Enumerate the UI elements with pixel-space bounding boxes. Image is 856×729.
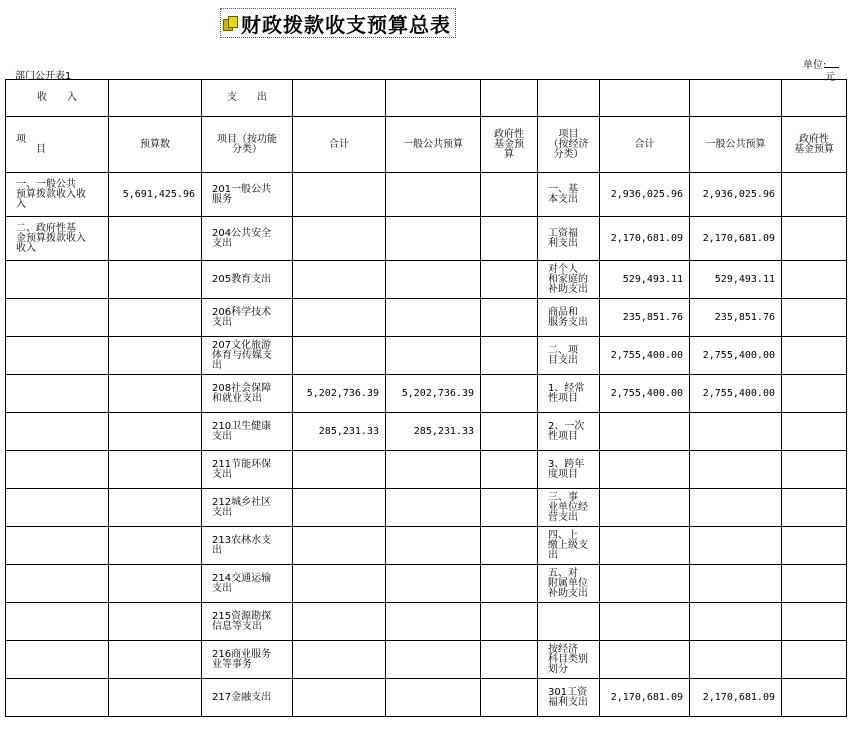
table-row <box>6 299 847 337</box>
header-row-2 <box>6 117 847 173</box>
econ-fund-cell <box>782 603 847 641</box>
func-total-cell <box>293 679 386 717</box>
func-fund-cell <box>481 489 538 527</box>
econ-item-cell: 2、一次 性项目 <box>538 413 600 451</box>
econ-item-cell: 工资福 利支出 <box>538 217 600 261</box>
unit-value: 元 <box>825 72 835 83</box>
econ-general-cell: 2,755,400.00 <box>690 337 782 375</box>
table-row <box>6 173 847 217</box>
table-row <box>6 337 847 375</box>
econ-total-cell <box>600 451 690 489</box>
func-item-cell: 214交通运输 支出 <box>202 565 293 603</box>
income-item-cell: 一、一般公共 预算拨款收入收 入 <box>6 173 109 217</box>
func-item-cell: 201一般公共 服务 <box>202 173 293 217</box>
econ-general-cell: 529,493.11 <box>690 261 782 299</box>
func-general-cell <box>386 173 481 217</box>
econ-fund-cell <box>782 451 847 489</box>
header-empty <box>600 80 690 117</box>
econ-general-cell <box>690 527 782 565</box>
func-fund-cell <box>481 527 538 565</box>
table-row <box>6 679 847 717</box>
income-amount-cell <box>109 565 202 603</box>
econ-general-cell <box>690 641 782 679</box>
income-item-cell <box>6 299 109 337</box>
func-item-cell: 207文化旅游 体育与传媒支 出 <box>202 337 293 375</box>
econ-general-cell <box>690 413 782 451</box>
econ-item-cell: 商品和 服务支出 <box>538 299 600 337</box>
income-item-cell <box>6 527 109 565</box>
econ-item-cell: 三、事 业单位经 营支出 <box>538 489 600 527</box>
func-fund-cell <box>481 603 538 641</box>
income-item-cell <box>6 489 109 527</box>
func-fund-cell <box>481 679 538 717</box>
econ-general-cell: 2,755,400.00 <box>690 375 782 413</box>
econ-item-cell <box>538 603 600 641</box>
func-total-cell <box>293 451 386 489</box>
econ-total-cell: 2,170,681.09 <box>600 679 690 717</box>
income-item-cell <box>6 261 109 299</box>
econ-general-cell <box>690 565 782 603</box>
econ-fund-cell <box>782 173 847 217</box>
func-item-cell: 206科学技术 支出 <box>202 299 293 337</box>
econ-general-cell: 2,170,681.09 <box>690 217 782 261</box>
header-empty <box>782 80 847 117</box>
econ-total-cell: 2,936,025.96 <box>600 173 690 217</box>
table-row <box>6 451 847 489</box>
budget-table <box>5 79 847 717</box>
econ-general-cell <box>690 451 782 489</box>
econ-item-cell: 二、项 目支出 <box>538 337 600 375</box>
func-fund-cell <box>481 261 538 299</box>
table-row <box>6 413 847 451</box>
econ-general-cell <box>690 603 782 641</box>
econ-total-cell <box>600 489 690 527</box>
income-amount-cell <box>109 451 202 489</box>
func-general-cell <box>386 217 481 261</box>
econ-fund-cell <box>782 261 847 299</box>
econ-item-cell: 3、跨年 度项目 <box>538 451 600 489</box>
func-fund-cell <box>481 217 538 261</box>
econ-total-cell: 529,493.11 <box>600 261 690 299</box>
func-general-cell: 285,231.33 <box>386 413 481 451</box>
income-item-cell: 二、政府性基 金预算拨款收入 收入 <box>6 217 109 261</box>
func-total-cell <box>293 299 386 337</box>
econ-total-cell: 2,755,400.00 <box>600 337 690 375</box>
func-item-cell: 216商业服务 业等事务 <box>202 641 293 679</box>
header-empty <box>293 80 386 117</box>
col-header-gov-fund: 政府性 基金预 算 <box>481 117 538 173</box>
table-row <box>6 565 847 603</box>
econ-general-cell: 2,170,681.09 <box>690 679 782 717</box>
econ-item-cell: 按经济 科目类别 划分 <box>538 641 600 679</box>
income-amount-cell: 5,691,425.96 <box>109 173 202 217</box>
col-header-gov-fund-2: 政府性 基金预算 <box>782 117 847 173</box>
income-amount-cell <box>109 299 202 337</box>
title-box <box>220 8 456 38</box>
econ-item-cell: 对个人 和家庭的 补助支出 <box>538 261 600 299</box>
func-item-cell: 204公共安全 支出 <box>202 217 293 261</box>
income-amount-cell <box>109 527 202 565</box>
func-total-cell <box>293 527 386 565</box>
func-fund-cell <box>481 565 538 603</box>
econ-fund-cell <box>782 565 847 603</box>
document-icon <box>223 16 237 30</box>
income-header: 收 入 <box>6 80 109 117</box>
income-amount-cell <box>109 679 202 717</box>
func-item-cell: 211节能环保 支出 <box>202 451 293 489</box>
econ-item-cell: 一、基 本支出 <box>538 173 600 217</box>
header-empty <box>386 80 481 117</box>
func-total-cell <box>293 641 386 679</box>
income-item-cell <box>6 413 109 451</box>
func-fund-cell <box>481 173 538 217</box>
func-fund-cell <box>481 451 538 489</box>
econ-item-cell: 五、对 附属单位 补助支出 <box>538 565 600 603</box>
func-total-cell <box>293 261 386 299</box>
func-general-cell <box>386 679 481 717</box>
func-general-cell <box>386 299 481 337</box>
func-general-cell <box>386 337 481 375</box>
income-amount-cell <box>109 489 202 527</box>
income-item-cell <box>6 337 109 375</box>
income-amount-cell <box>109 217 202 261</box>
func-total-cell: 285,231.33 <box>293 413 386 451</box>
econ-item-cell: 1、经常 性项目 <box>538 375 600 413</box>
header-row-1 <box>6 80 847 117</box>
func-total-cell <box>293 565 386 603</box>
econ-general-cell: 235,851.76 <box>690 299 782 337</box>
func-item-cell: 217金融支出 <box>202 679 293 717</box>
income-amount-cell <box>109 603 202 641</box>
func-general-cell <box>386 603 481 641</box>
dept-table-label: 部门公开表1 <box>15 71 72 82</box>
func-item-cell: 205教育支出 <box>202 261 293 299</box>
econ-fund-cell <box>782 217 847 261</box>
econ-total-cell <box>600 603 690 641</box>
table-row <box>6 527 847 565</box>
func-item-cell: 208社会保障 和就业支出 <box>202 375 293 413</box>
econ-total-cell: 235,851.76 <box>600 299 690 337</box>
func-fund-cell <box>481 375 538 413</box>
income-item-cell <box>6 565 109 603</box>
econ-total-cell: 2,755,400.00 <box>600 375 690 413</box>
page-title: 财政拨款收支预算总表 <box>241 12 451 37</box>
unit-label: 单位: <box>803 60 827 71</box>
income-amount-cell <box>109 413 202 451</box>
econ-item-cell: 301工资 福利支出 <box>538 679 600 717</box>
table-row <box>6 489 847 527</box>
econ-total-cell <box>600 527 690 565</box>
header-empty <box>109 80 202 117</box>
col-header-general: 一般公共预算 <box>386 117 481 173</box>
func-item-cell: 215资源勘探 信息等支出 <box>202 603 293 641</box>
func-total-cell: 5,202,736.39 <box>293 375 386 413</box>
func-fund-cell <box>481 299 538 337</box>
econ-total-cell <box>600 641 690 679</box>
col-header-total: 合计 <box>293 117 386 173</box>
econ-fund-cell <box>782 337 847 375</box>
econ-fund-cell <box>782 679 847 717</box>
func-fund-cell <box>481 413 538 451</box>
func-item-cell: 210卫生健康 支出 <box>202 413 293 451</box>
income-item-cell <box>6 451 109 489</box>
econ-total-cell <box>600 413 690 451</box>
header-empty <box>538 80 600 117</box>
econ-fund-cell <box>782 641 847 679</box>
func-general-cell <box>386 565 481 603</box>
econ-fund-cell <box>782 299 847 337</box>
header-empty <box>690 80 782 117</box>
econ-general-cell: 2,936,025.96 <box>690 173 782 217</box>
func-fund-cell <box>481 641 538 679</box>
income-amount-cell <box>109 261 202 299</box>
income-item-cell <box>6 375 109 413</box>
table-row <box>6 375 847 413</box>
func-general-cell: 5,202,736.39 <box>386 375 481 413</box>
func-general-cell <box>386 527 481 565</box>
econ-total-cell: 2,170,681.09 <box>600 217 690 261</box>
col-header-budget: 预算数 <box>109 117 202 173</box>
header-empty <box>481 80 538 117</box>
func-item-cell: 213农林水支 出 <box>202 527 293 565</box>
col-header-general-2: 一般公共预算 <box>690 117 782 173</box>
func-general-cell <box>386 451 481 489</box>
econ-fund-cell <box>782 375 847 413</box>
econ-fund-cell <box>782 489 847 527</box>
col-header-total-2: 合计 <box>600 117 690 173</box>
table-row <box>6 641 847 679</box>
func-general-cell <box>386 641 481 679</box>
econ-total-cell <box>600 565 690 603</box>
income-item-cell <box>6 603 109 641</box>
func-total-cell <box>293 603 386 641</box>
col-header-econ-item: 项目 （按经济 分类） <box>538 117 600 173</box>
econ-item-cell: 四、上 缴上级支 出 <box>538 527 600 565</box>
func-general-cell <box>386 261 481 299</box>
unit-underline <box>825 59 839 68</box>
col-header-func-item: 项目（按功能 分类） <box>202 117 293 173</box>
econ-general-cell <box>690 489 782 527</box>
func-fund-cell <box>481 337 538 375</box>
income-item-cell <box>6 641 109 679</box>
table-row <box>6 217 847 261</box>
expense-header: 支 出 <box>202 80 293 117</box>
income-item-cell <box>6 679 109 717</box>
income-amount-cell <box>109 375 202 413</box>
func-item-cell: 212城乡社区 支出 <box>202 489 293 527</box>
func-total-cell <box>293 217 386 261</box>
func-general-cell <box>386 489 481 527</box>
income-amount-cell <box>109 337 202 375</box>
table-row <box>6 603 847 641</box>
income-amount-cell <box>109 641 202 679</box>
econ-fund-cell <box>782 413 847 451</box>
func-total-cell <box>293 489 386 527</box>
table-row <box>6 261 847 299</box>
econ-fund-cell <box>782 527 847 565</box>
func-total-cell <box>293 337 386 375</box>
col-header-item: 项 目 <box>6 117 109 173</box>
func-total-cell <box>293 173 386 217</box>
